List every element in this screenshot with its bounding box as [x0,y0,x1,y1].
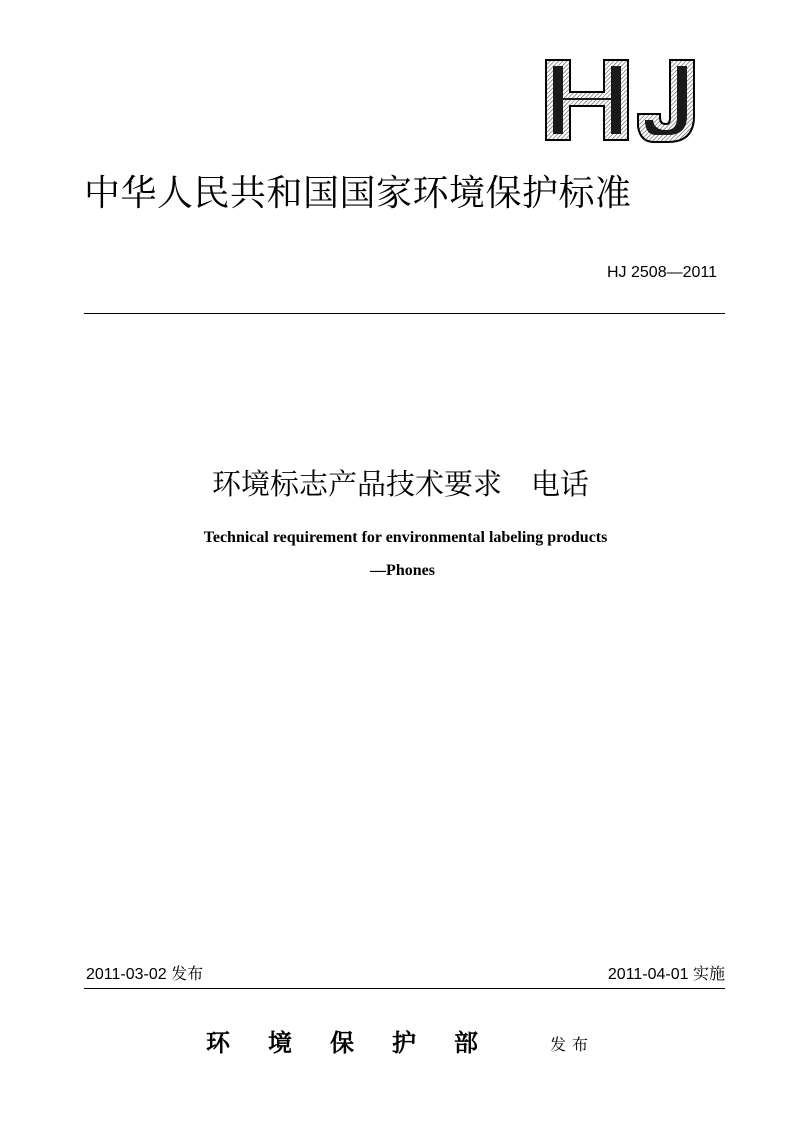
publisher-name: 环境保护部 [206,1028,516,1057]
letter-h-shape [546,60,628,140]
header-divider [84,313,725,314]
issuing-authority-title: 中华人民共和国国家环境保护标准 [84,173,632,214]
standard-number: HJ 2508—2011 [607,264,717,281]
issue-date: 2011-03-02 发布 [86,966,204,983]
implementation-date: 2011-04-01 实施 [607,966,725,983]
logo-text: HJ [542,56,544,57]
english-document-title: Technical requirement for environmental labeling products [203,529,608,546]
hj-logo [542,56,708,146]
english-document-subtitle: —Phones [370,562,435,579]
hj-logo-graphic [542,56,708,146]
letter-j-shape [638,60,694,142]
footer-divider [84,988,725,989]
chinese-document-title: 环境标志产品技术要求 电话 [211,467,589,501]
publish-label: 发布 [550,1035,595,1054]
